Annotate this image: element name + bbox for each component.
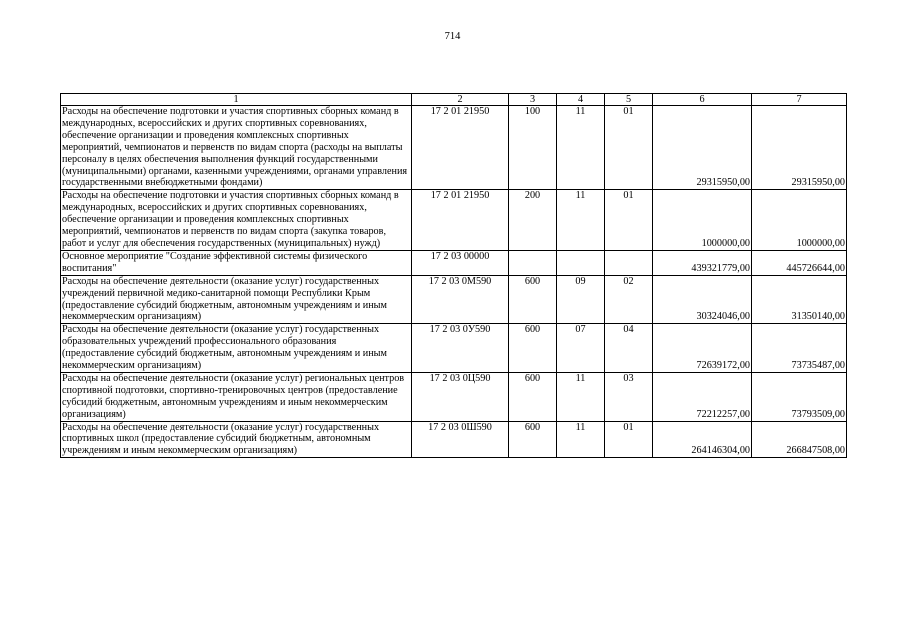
table-row [61, 250, 847, 275]
column-header: 2 [412, 94, 509, 106]
column-header: 6 [653, 94, 752, 106]
table-row [61, 324, 847, 373]
row-description: Расходы на обеспечение деятельности (оказание услуг) государственных образовательных учреждений профессионального образования (предоставление субсидий бюджетным, автономным учреждениям и иным некоммерческим организациям) [61, 324, 412, 373]
row-amount-col7: 266847508,00 [752, 421, 847, 458]
row-description: Расходы на обеспечение деятельности (оказание услуг) региональных центров спортивной подготовки, спортивно-тренировочных центров (предоставление субсидий бюджетным, автономным учреждениям и иным некоммерческим организациям) [61, 372, 412, 421]
row-amount-col7: 31350140,00 [752, 275, 847, 324]
row-code: 17 2 01 21950 [412, 106, 509, 190]
row-amount-col6: 72639172,00 [653, 324, 752, 373]
column-header: 1 [61, 94, 412, 106]
table-row [61, 372, 847, 421]
row-amount-col6: 264146304,00 [653, 421, 752, 458]
row-col3: 600 [509, 421, 557, 458]
row-col5: 01 [605, 421, 653, 458]
column-header: 4 [557, 94, 605, 106]
row-col3: 200 [509, 190, 557, 251]
row-col3: 600 [509, 372, 557, 421]
row-description: Основное мероприятие "Создание эффективной системы физического воспитания" [61, 250, 412, 275]
row-code: 17 2 03 0У590 [412, 324, 509, 373]
row-code: 17 2 03 0М590 [412, 275, 509, 324]
row-col3 [509, 250, 557, 275]
row-col3: 600 [509, 324, 557, 373]
row-amount-col7: 445726644,00 [752, 250, 847, 275]
row-col5: 02 [605, 275, 653, 324]
row-col3: 600 [509, 275, 557, 324]
row-description: Расходы на обеспечение подготовки и участия спортивных сборных команд в международных, всероссийских и других спортивных соревнованиях, обеспечение организации и проведения комплексных спортивных мероприятий, чемпионатов и первенств по видам спорта (расходы на выплаты персоналу в целях обеспечения выполнения функций государственными (муниципальными) органами, казенными учреждениями, органами управления государственными внебюджетными фондами) [61, 106, 412, 190]
row-col3: 100 [509, 106, 557, 190]
row-col4: 11 [557, 106, 605, 190]
row-description: Расходы на обеспечение подготовки и участия спортивных сборных команд в международных, всероссийских и других спортивных соревнованиях, обеспечение организации и проведения комплексных спортивных мероприятий, чемпионатов и первенств по видам спорта (закупка товаров, работ и услуг для обеспечения государственных (муниципальных) нужд) [61, 190, 412, 251]
table-row [61, 106, 847, 190]
row-col5: 01 [605, 106, 653, 190]
row-amount-col7: 29315950,00 [752, 106, 847, 190]
row-code: 17 2 03 00000 [412, 250, 509, 275]
row-amount-col6: 1000000,00 [653, 190, 752, 251]
row-col5: 04 [605, 324, 653, 373]
row-description: Расходы на обеспечение деятельности (оказание услуг) государственных учреждений первичной медико-санитарной помощи Республики Крым (предоставление субсидий бюджетным, автономным учреждениям и иным некоммерческим организациям) [61, 275, 412, 324]
row-amount-col6: 439321779,00 [653, 250, 752, 275]
row-col4 [557, 250, 605, 275]
table-row [61, 275, 847, 324]
row-col5 [605, 250, 653, 275]
row-description: Расходы на обеспечение деятельности (оказание услуг) государственных спортивных школ (предоставление субсидий бюджетным, автономным учреждениям и иным некоммерческим организациям) [61, 421, 412, 458]
row-code: 17 2 03 0Ц590 [412, 372, 509, 421]
row-amount-col7: 1000000,00 [752, 190, 847, 251]
row-amount-col6: 29315950,00 [653, 106, 752, 190]
row-col5: 01 [605, 190, 653, 251]
row-col4: 11 [557, 421, 605, 458]
row-col4: 11 [557, 372, 605, 421]
row-code: 17 2 01 21950 [412, 190, 509, 251]
row-col4: 09 [557, 275, 605, 324]
table-row [61, 190, 847, 251]
row-amount-col7: 73735487,00 [752, 324, 847, 373]
page-number: 714 [444, 31, 461, 42]
budget-table [60, 93, 847, 458]
row-col4: 07 [557, 324, 605, 373]
row-col4: 11 [557, 190, 605, 251]
table-header-row [61, 94, 847, 106]
table-row [61, 421, 847, 458]
row-col5: 03 [605, 372, 653, 421]
row-amount-col6: 30324046,00 [653, 275, 752, 324]
row-amount-col7: 73793509,00 [752, 372, 847, 421]
column-header: 3 [509, 94, 557, 106]
row-code: 17 2 03 0Ш590 [412, 421, 509, 458]
row-amount-col6: 72212257,00 [653, 372, 752, 421]
column-header: 7 [752, 94, 847, 106]
column-header: 5 [605, 94, 653, 106]
